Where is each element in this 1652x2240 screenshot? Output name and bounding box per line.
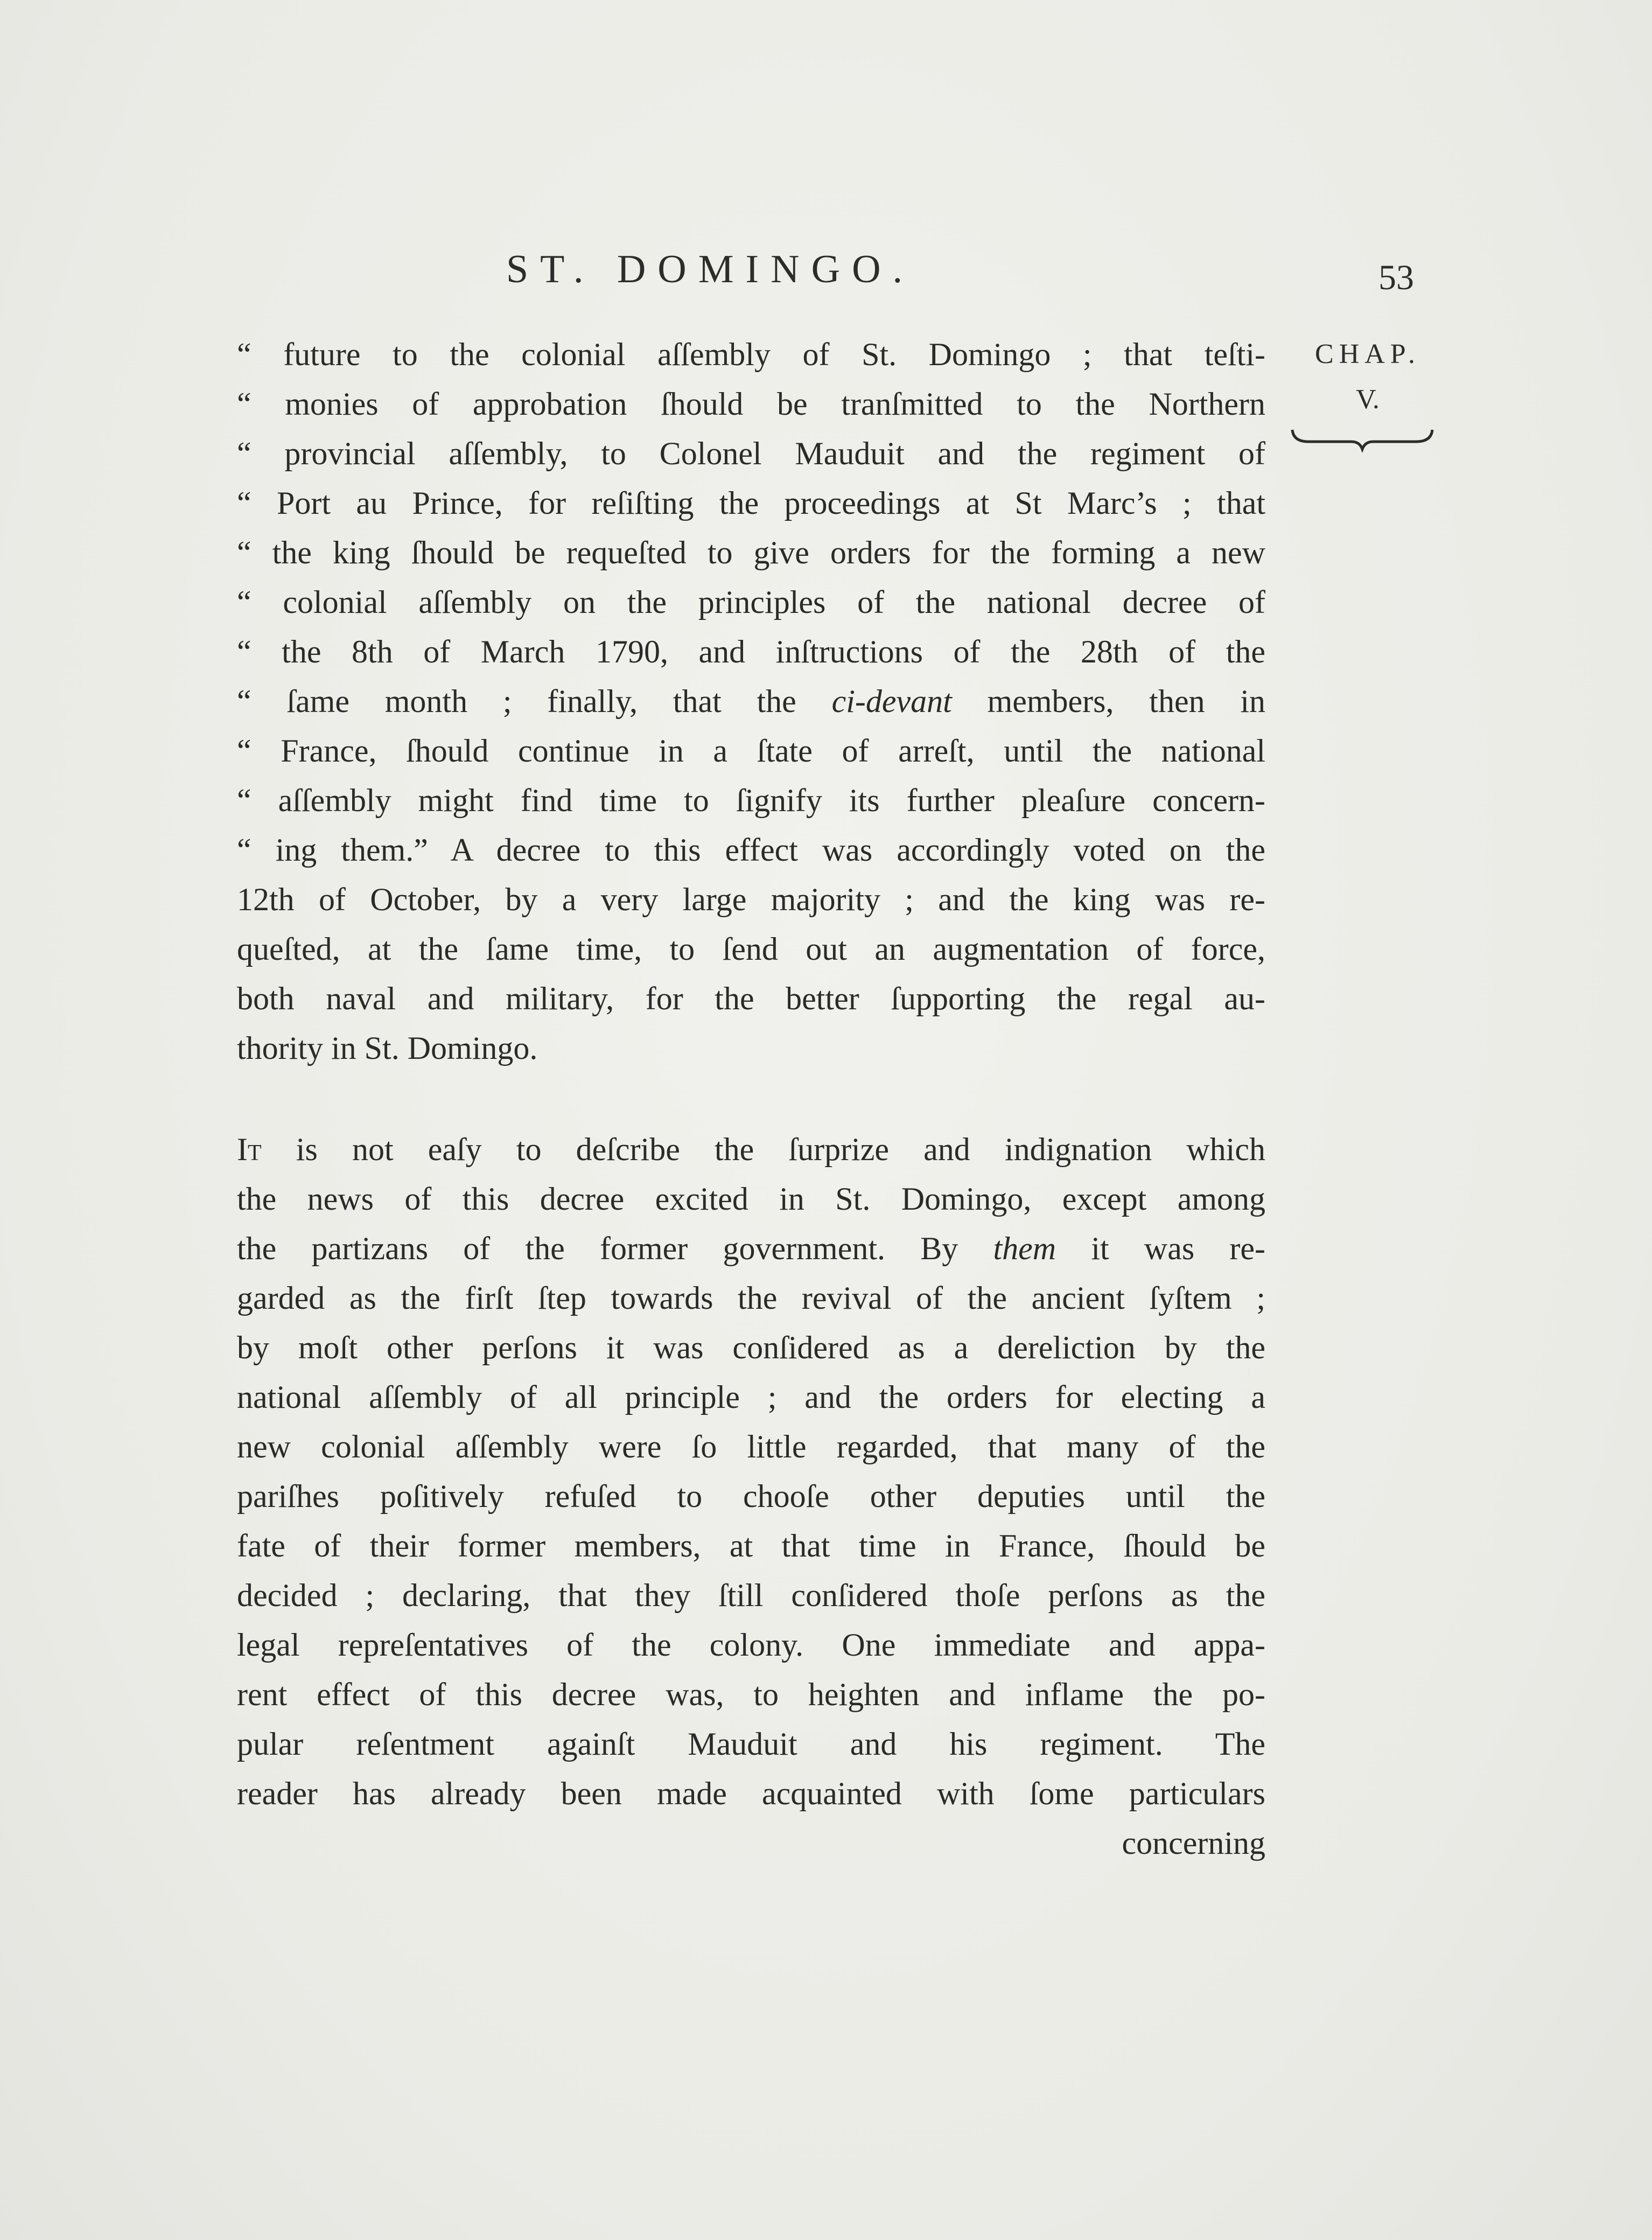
text-line: by moſt other perſons it was conſidered as a dereliction by the <box>237 1330 1265 1365</box>
text-line: reader has already been made acquainted with ſome particulars <box>237 1776 1265 1811</box>
text-line: “ the 8th of March 1790, and inſtructions of the 28th of the <box>237 634 1265 669</box>
page-number: 53 <box>1378 258 1414 297</box>
text-line: queſted, at the ſame time, to ſend out an augmentation of force, <box>237 931 1265 967</box>
text-line: both naval and military, for the better ſupporting the regal au- <box>237 981 1265 1016</box>
text-line-with-dropword <box>237 1125 1265 1174</box>
text-line: national aſſembly of all principle ; and the orders for electing a <box>237 1379 1265 1415</box>
text-line-with-italic <box>237 1224 1265 1273</box>
text-line: “ aſſembly might find time to ſignify its further pleaſure concern- <box>237 783 1265 818</box>
text-line: “ France, ſhould continue in a ſtate of arreſt, until the national <box>237 733 1265 769</box>
text-line-with-italic <box>237 676 1265 726</box>
paragraph-opening-word: It <box>237 1132 262 1167</box>
text-line: rent effect of this decree was, to heighten and inflame the po- <box>237 1677 1265 1712</box>
text-segment: it was re- <box>1091 1231 1265 1266</box>
chapter-label: CHAP. <box>1315 339 1420 369</box>
text-line: 12th of October, by a very large majority ; and the king was re- <box>237 882 1265 917</box>
text-segment: “ ſame month ; finally, that the <box>237 683 796 719</box>
chapter-brace-ornament <box>1287 425 1438 452</box>
text-line: pariſhes poſitively refuſed to chooſe other deputies until the <box>237 1478 1265 1514</box>
text-segment: the partizans of the former government. By <box>237 1231 958 1266</box>
italic-phrase: them <box>993 1231 1056 1266</box>
text-line: “ Port au Prince, for reſiſting the proceedings at St Marc’s ; that <box>237 485 1265 521</box>
text-line: thority in St. Domingo. <box>237 1030 538 1066</box>
text-line: fate of their former members, at that time in France, ſhould be <box>237 1528 1265 1564</box>
catchword: concerning <box>1122 1825 1265 1861</box>
text-line: pular reſentment againſt Mauduit and his regiment. The <box>237 1726 1265 1762</box>
text-line: garded as the firſt ſtep towards the revival of the ancient ſyſtem ; <box>237 1280 1265 1316</box>
text-line: “ ing them.” A decree to this effect was accordingly voted on the <box>237 832 1265 868</box>
text-line: “ colonial aſſembly on the principles of the national decree of <box>237 584 1265 620</box>
paragraph-gap <box>237 1073 1265 1125</box>
text-line: “ provincial aſſembly, to Colonel Mauduit and the regiment of <box>237 436 1265 471</box>
text-line: the news of this decree excited in St. Domingo, except among <box>237 1181 1265 1217</box>
text-line: “ monies of approbation ſhould be tranſmitted to the Northern <box>237 386 1265 422</box>
running-title: ST. DOMINGO. <box>506 247 915 291</box>
italic-phrase: ci-devant <box>831 683 952 719</box>
text-line: new colonial aſſembly were ſo little regarded, that many of the <box>237 1429 1265 1464</box>
text-line: legal repreſentatives of the colony. One immediate and appa- <box>237 1627 1265 1663</box>
body-text <box>237 330 1265 1868</box>
text-line: decided ; declaring, that they ſtill conſidered thoſe perſons as the <box>237 1578 1265 1613</box>
text-line: “ the king ſhould be requeſted to give orders for the forming a new <box>237 535 1265 570</box>
text-segment: members, then in <box>987 683 1265 719</box>
chapter-number: V. <box>1356 384 1380 415</box>
text-line: “ future to the colonial aſſembly of St. Domingo ; that teſti- <box>237 337 1265 372</box>
text-segment: is not eaſy to deſcribe the ſurprize and indignation which <box>296 1132 1265 1167</box>
